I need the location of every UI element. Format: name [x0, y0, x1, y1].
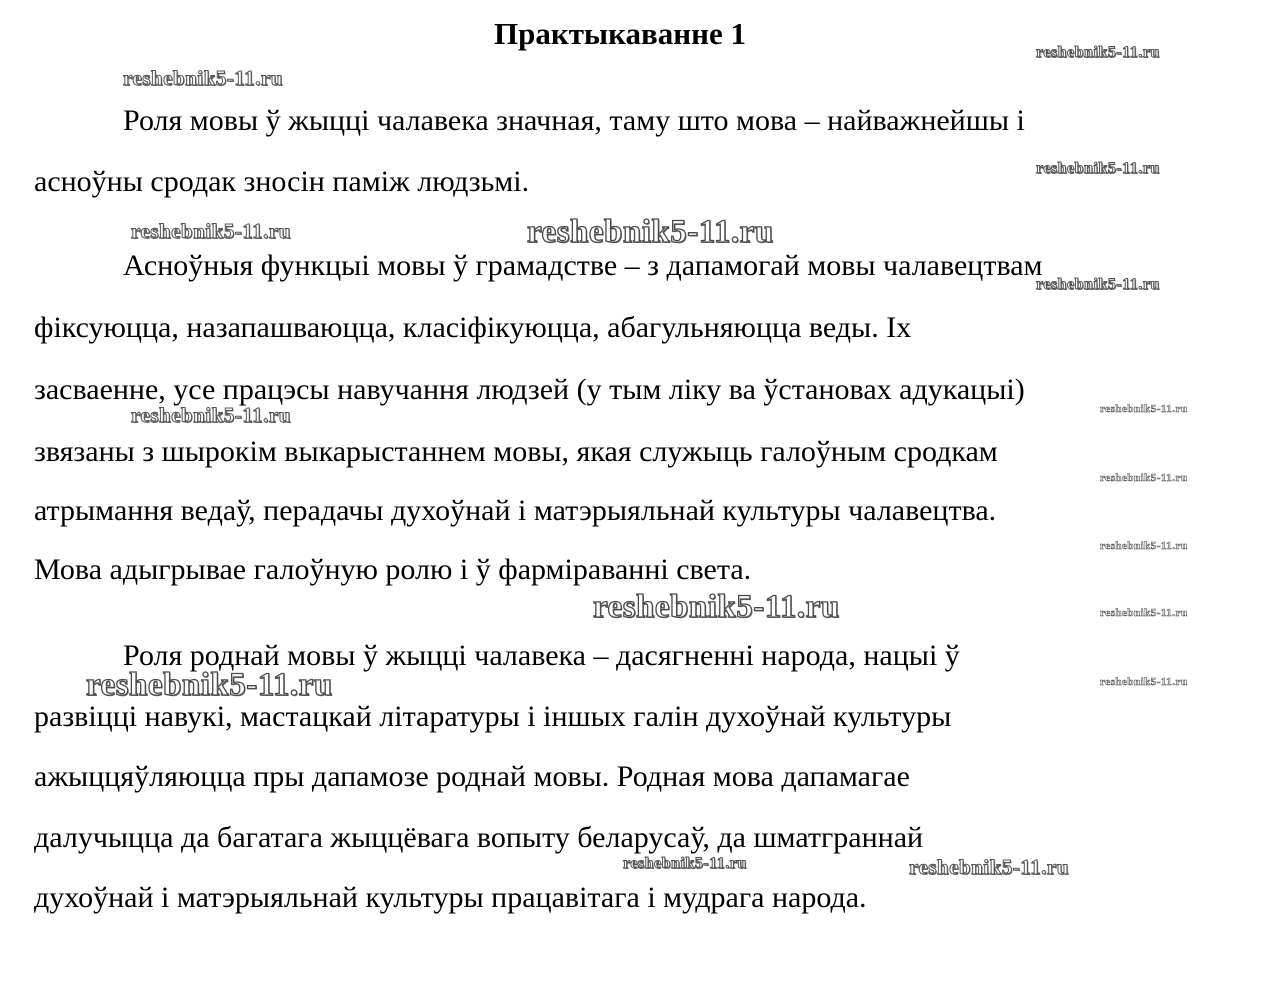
paragraph-3-line-3: ажыццяўляюцца пры дапамозе роднай мовы. Родная мова дапамагае	[34, 760, 910, 793]
paragraph-2-line-2: фіксуюцца, назапашваюцца, класіфікуюцца, абагульняюцца веды. Іх	[34, 311, 912, 344]
watermark: reshebnik5-11.ru	[1100, 403, 1188, 415]
watermark: reshebnik5-11.ru	[123, 66, 283, 90]
watermark: reshebnik5-11.ru	[1036, 44, 1160, 61]
paragraph-3-line-2: развіцці навукі, мастацкай літаратуры і іншых галін духоўнай культуры	[34, 700, 952, 733]
paragraph-2-line-5: атрымання ведаў, перадачы духоўнай і матэрыяльнай культуры чалавецтва.	[34, 494, 997, 527]
watermark: reshebnik5-11.ru	[1100, 472, 1188, 484]
watermark: reshebnik5-11.ru	[1100, 607, 1188, 619]
paragraph-2-line-4: звязаны з шырокім выкарыстаннем мовы, якая служыць галоўным сродкам	[34, 435, 998, 468]
paragraph-1-line-1: Роля мовы ў жыцці чалавека значная, таму што мова – найважнейшы і	[123, 104, 1025, 137]
paragraph-3-line-5: духоўнай і матэрыяльнай культуры працавітага і мудрага народа.	[34, 881, 867, 914]
paragraph-3-line-4: далучыцца да багатага жыццёвага вопыту беларусаў, да шматграннай	[34, 821, 924, 854]
watermark: reshebnik5-11.ru	[131, 403, 291, 427]
paragraph-2-line-6: Мова адыгрывае галоўную ролю і ў фарміраванні света.	[34, 553, 752, 586]
watermark: reshebnik5-11.ru	[1036, 276, 1160, 293]
exercise-title: Практыкаванне 1	[493, 16, 746, 51]
watermark: reshebnik5-11.ru	[1036, 160, 1160, 177]
watermark: reshebnik5-11.ru	[593, 589, 840, 625]
watermark: reshebnik5-11.ru	[623, 855, 747, 872]
watermark: reshebnik5-11.ru	[131, 219, 291, 243]
paragraph-2-line-1: Асноўныя функцыі мовы ў грамадстве – з дапамогай мовы чалавецтвам	[123, 249, 1043, 282]
watermark: reshebnik5-11.ru	[909, 855, 1069, 879]
watermark: reshebnik5-11.ru	[1100, 676, 1188, 688]
watermark: reshebnik5-11.ru	[1100, 540, 1188, 552]
watermark: reshebnik5-11.ru	[86, 667, 333, 703]
paragraph-1-line-2: асноўны сродак зносін паміж людзьмі.	[34, 165, 530, 198]
paragraph-3-line-1: Роля роднай мовы ў жыцці чалавека – дасягненні народа, нацыі ў	[123, 639, 960, 672]
watermark: reshebnik5-11.ru	[527, 214, 774, 250]
paragraph-2-line-3: засваенне, усе працэсы навучання людзей (у тым ліку ва ўстановах адукацыі)	[34, 373, 1025, 406]
